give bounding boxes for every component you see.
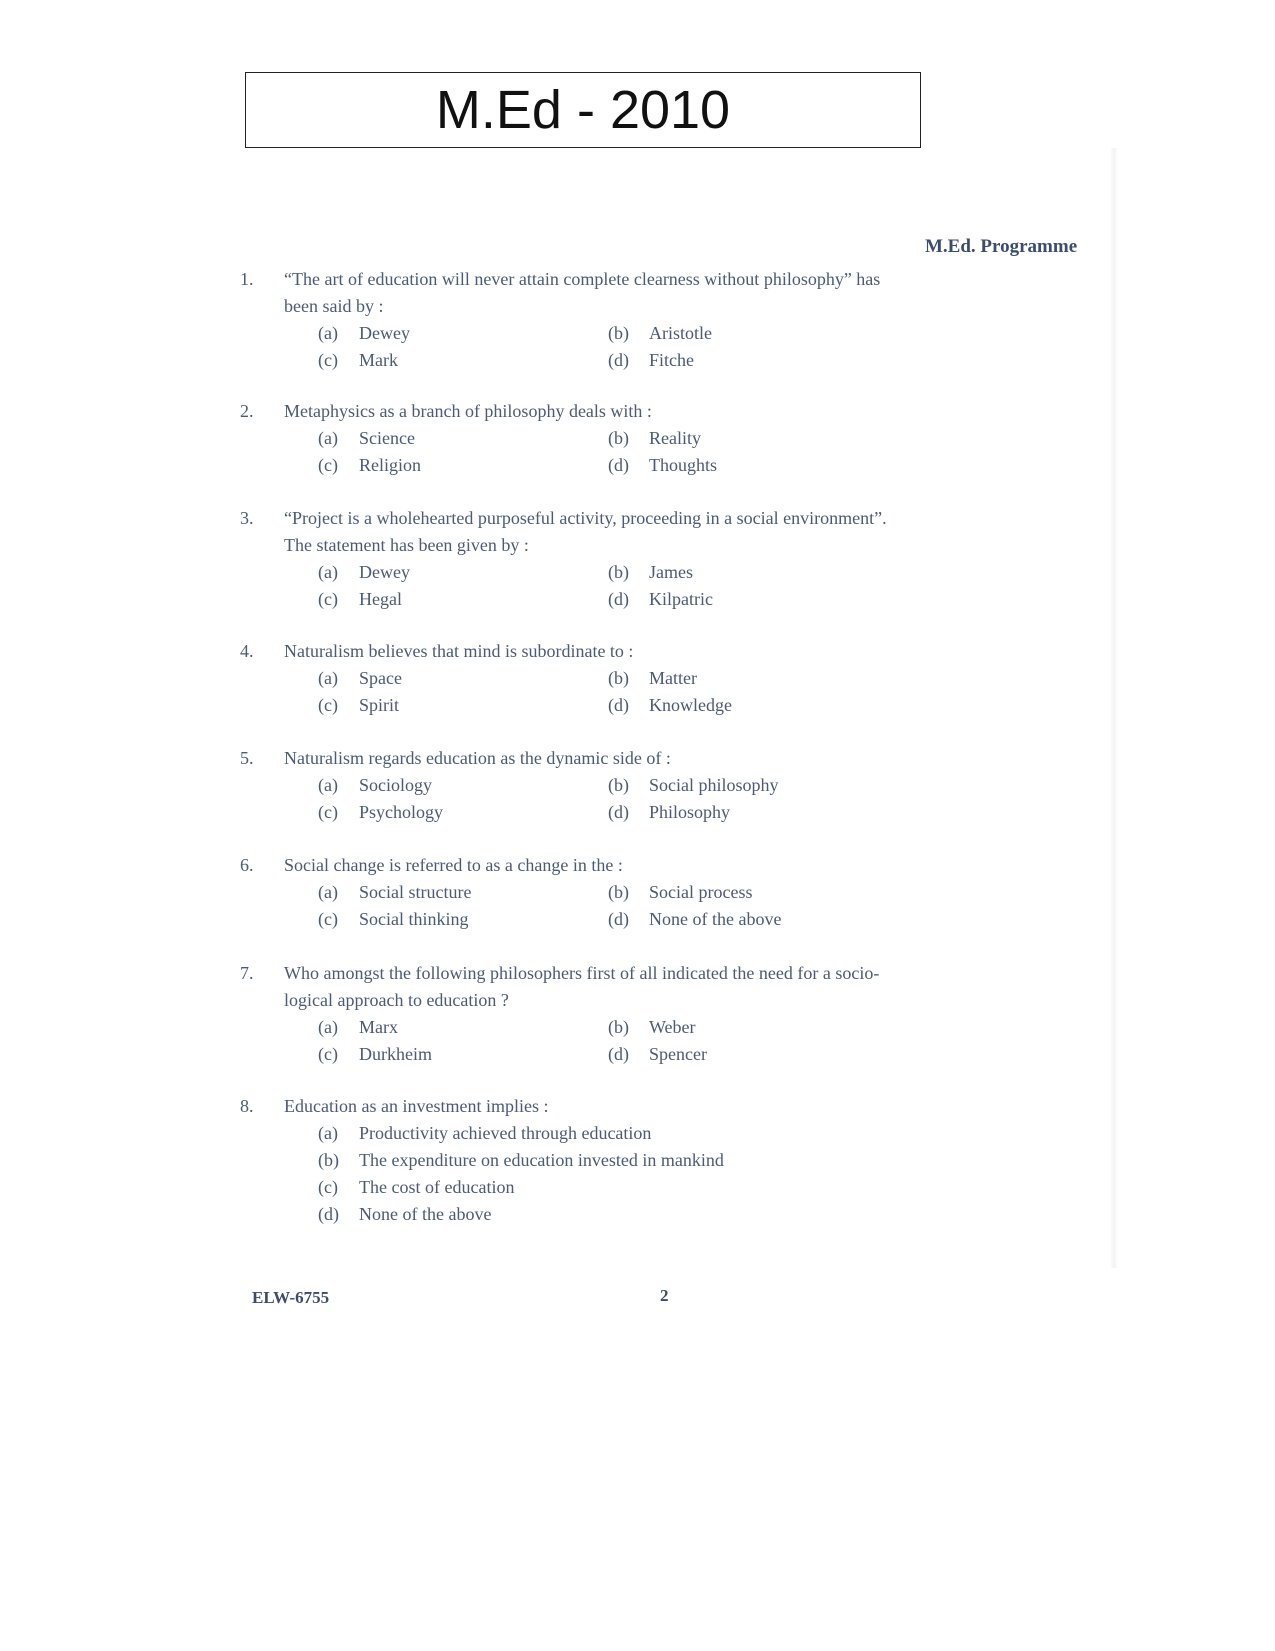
option-b: (b) Weber xyxy=(608,1017,696,1037)
option-c: (c) Psychology xyxy=(318,802,444,822)
question-number: 1. xyxy=(240,269,254,289)
option-d: (d) Spencer xyxy=(608,1044,707,1064)
option-c: (c) Hegal xyxy=(318,589,402,609)
option-c: (c) The cost of education xyxy=(318,1177,515,1197)
option-b: (b) Aristotle xyxy=(608,323,712,343)
page-title: M.Ed - 2010 xyxy=(245,72,921,148)
question-stem: Metaphysics as a branch of philosophy deals with : xyxy=(284,401,652,421)
question-6 xyxy=(240,852,890,933)
question-number: 6. xyxy=(240,855,254,875)
option-d: (d) Fitche xyxy=(608,350,694,370)
option-b: (b) James xyxy=(608,562,693,582)
option-b: (b) The expenditure on education invested in mankind xyxy=(318,1150,724,1170)
option-b: (b) Matter xyxy=(608,668,697,688)
option-b: (b) Social process xyxy=(608,882,753,902)
question-stem: “Project is a wholehearted purposeful activity, proceeding in a social environment”. The statement has been given by : xyxy=(284,508,887,555)
question-4 xyxy=(240,638,890,719)
option-a: (a) Space xyxy=(318,668,402,688)
option-b: (b) Reality xyxy=(608,428,701,448)
question-8 xyxy=(240,1093,890,1228)
option-c: (c) Spirit xyxy=(318,695,400,715)
question-stem: “The art of education will never attain complete clearness without philosophy” has been said by : xyxy=(284,269,881,316)
scan-edge-shadow xyxy=(1110,148,1118,1268)
question-number: 8. xyxy=(240,1096,254,1116)
question-1 xyxy=(240,266,890,374)
question-7 xyxy=(240,960,890,1068)
option-a: (a) Sociology xyxy=(318,775,433,795)
option-a: (a) Dewey xyxy=(318,323,410,343)
question-number: 3. xyxy=(240,508,254,528)
options xyxy=(318,320,890,374)
options xyxy=(318,772,890,826)
question-5 xyxy=(240,745,890,826)
option-d: (d) Philosophy xyxy=(608,802,731,822)
option-d: (d) Knowledge xyxy=(608,695,732,715)
option-a: (a) Science xyxy=(318,428,415,448)
question-stem: Naturalism regards education as the dynamic side of : xyxy=(284,748,671,768)
question-stem: Who amongst the following philosophers first of all indicated the need for a socio-logical approach to education ? xyxy=(284,963,880,1010)
option-c: (c) Durkheim xyxy=(318,1044,432,1064)
question-number: 2. xyxy=(240,401,254,421)
option-d: (d) Kilpatric xyxy=(608,589,713,609)
page-number: 2 xyxy=(660,1286,669,1305)
question-2 xyxy=(240,398,890,479)
options xyxy=(318,1120,890,1228)
option-c: (c) Social thinking xyxy=(318,909,469,929)
option-a: (a) Productivity achieved through education xyxy=(318,1123,652,1143)
question-stem: Education as an investment implies : xyxy=(284,1096,549,1116)
option-a: (a) Dewey xyxy=(318,562,410,582)
programme-label: M.Ed. Programme xyxy=(925,236,1078,257)
question-stem: Social change is referred to as a change in the : xyxy=(284,855,623,875)
question-stem: Naturalism believes that mind is subordinate to : xyxy=(284,641,634,661)
options xyxy=(318,1014,890,1068)
option-a: (a) Marx xyxy=(318,1017,398,1037)
option-d: (d) None of the above xyxy=(608,909,782,929)
question-number: 5. xyxy=(240,748,254,768)
options xyxy=(318,879,890,933)
option-d: (d) Thoughts xyxy=(608,455,718,475)
question-number: 7. xyxy=(240,963,254,983)
question-3 xyxy=(240,505,890,613)
options xyxy=(318,665,890,719)
paper-code: ELW-6755 xyxy=(252,1288,330,1307)
option-b: (b) Social philosophy xyxy=(608,775,779,795)
option-c: (c) Religion xyxy=(318,455,421,475)
options xyxy=(318,425,890,479)
options xyxy=(318,559,890,613)
option-d: (d) None of the above xyxy=(318,1204,492,1224)
question-number: 4. xyxy=(240,641,254,661)
option-c: (c) Mark xyxy=(318,350,398,370)
option-a: (a) Social structure xyxy=(318,882,472,902)
